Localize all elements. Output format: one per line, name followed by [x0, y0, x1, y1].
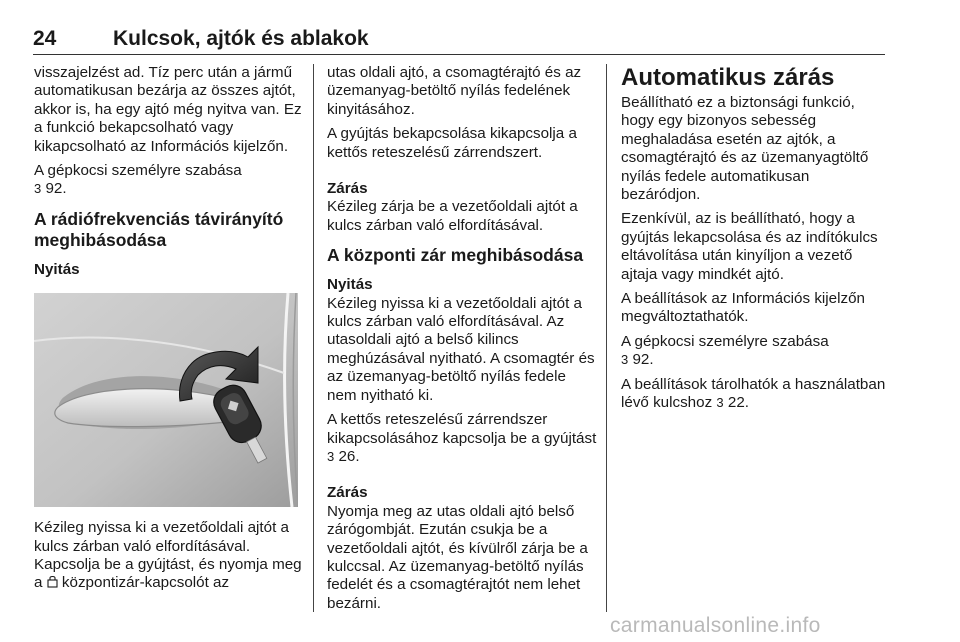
- column-3: [621, 64, 891, 419]
- paragraph: visszajelzést ad. Tíz perc után a jármű automatikusan bezárja az összes ajtót, akkor is, ha egy ajtó még nyitva van. Ez a funkció bekapcsolható vagy kikapcsolható az Információs kijelzőn.: [34, 64, 302, 155]
- reference-text: A gépkocsi személyre szabása: [34, 162, 242, 180]
- paragraph-reference: A beállítások tárolhatók a használatban lévő kulcshoz 3 22.: [621, 375, 886, 412]
- subheading-locking: Zárás: [327, 484, 368, 502]
- reference-arrow-icon: 3: [621, 352, 629, 368]
- reference-page: 92.: [632, 351, 654, 369]
- reference-page: 26.: [338, 447, 360, 465]
- figure-caption: Kézileg nyissa ki a vezetőoldali ajtót a kulcs zárban való elfordításával. Kapcsolja be a gyújtást, és nyomja meg a központizár-kapcsolót az: [34, 519, 302, 592]
- reference-page: 92.: [45, 180, 67, 198]
- section-heading: A rádiófrekvenciás távirányító meghibásodása: [34, 208, 284, 250]
- paragraph: A beállítások az Információs kijelzőn megváltoztathatók.: [621, 290, 865, 326]
- subheading-opening: Nyitás: [34, 260, 80, 278]
- paragraph: Ezenkívül, az is beállítható, hogy a gyújtás lekapcsolása és az indítókulcs eltávolítása után kinyíljon a vezető ajtaja vagy mindkét ajtó.: [621, 210, 878, 283]
- reference-arrow-icon: 3: [34, 181, 42, 197]
- column-1: [34, 64, 302, 599]
- section-heading: A központi zár meghibásodása: [327, 245, 584, 266]
- column-2: [327, 64, 597, 619]
- reference-page: 22.: [727, 394, 749, 412]
- central-lock-switch-icon: [47, 575, 58, 588]
- running-title: Kulcsok, ajtók és ablakok: [113, 27, 369, 50]
- paragraph: Kézileg zárja be a vezetőoldali ajtót a kulcs zárban való elfordításával.: [327, 198, 578, 234]
- watermark: carmanualsonline.info: [610, 614, 821, 637]
- paragraph: Nyomja meg az utas oldali ajtó belső zárógombját. Ezután csukja be a vezetőoldali ajtót, és kívülről zárja be a kulccsal. Az üzemanyag-betöltő nyílás fedelét és a csomagtérajtót nem lehet bezárni.: [327, 502, 588, 612]
- key-door-illustration: [34, 293, 298, 507]
- door-lock-key-drawing: [34, 293, 298, 507]
- header-rule: [33, 54, 885, 55]
- paragraph-reference: [34, 162, 302, 199]
- paragraph: A gyújtás bekapcsolása kikapcsolja a kettős reteszelésű zárrendszert.: [327, 125, 577, 161]
- page-header: [33, 27, 885, 53]
- column-divider-1: [313, 64, 314, 612]
- paragraph-reference: A gépkocsi személyre szabása 3 92.: [621, 332, 829, 369]
- paragraph: Beállítható ez a biztonsági funkció, hogy egy bizonyos sebesség meghaladása esetén az ajtók, a csomagtérajtó és az üzemanyagtöltő nyílás fedele automatikusan bezáródjon.: [621, 94, 869, 204]
- paragraph: Kézileg nyissa ki a vezetőoldali ajtót a kulcs zárban való elfordításával. Az utasoldali ajtó a belső kilincs meghúzásával nyitható. A csomagtér és az üzemanyag-betöltő nyílás fedele nem nyitható ki.: [327, 294, 595, 404]
- subheading-locking: Zárás: [327, 180, 368, 198]
- reference-arrow-icon: 3: [327, 448, 335, 464]
- paragraph-reference: A kettős reteszelésű zárrendszer kikapcsolásához kapcsolja be a gyújtást 3 26.: [327, 411, 597, 465]
- column-divider-2: [606, 64, 607, 612]
- section-title: Automatikus zárás: [621, 64, 835, 91]
- paragraph: utas oldali ajtó, a csomagtérajtó és az üzemanyag-betöltő nyílás fedelének kinyitásához.: [327, 64, 582, 118]
- subheading-opening: Nyitás: [327, 276, 373, 294]
- page-number: 24: [33, 27, 57, 50]
- reference-arrow-icon: 3: [716, 395, 724, 411]
